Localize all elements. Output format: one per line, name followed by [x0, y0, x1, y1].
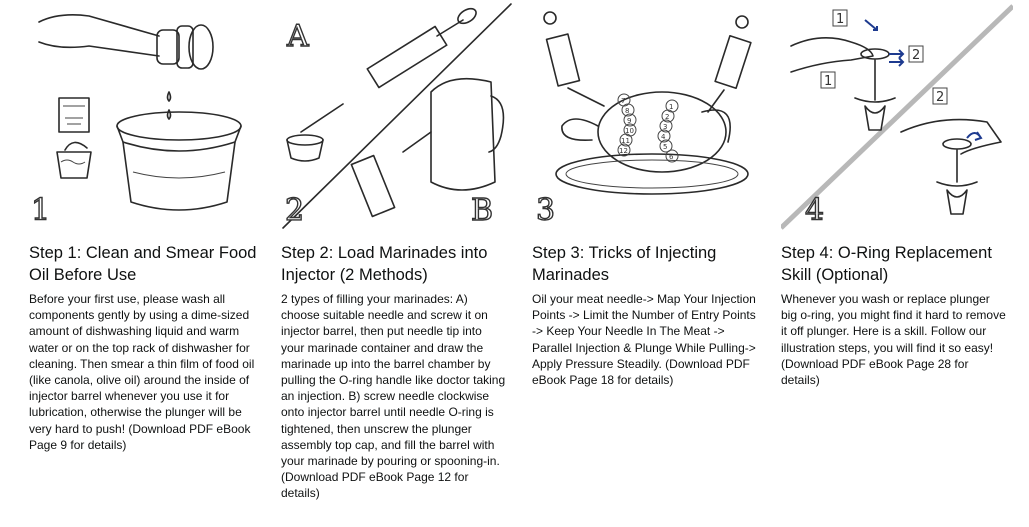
- o-ring-replacement-illustration: [781, 2, 1013, 230]
- injection-point: 1: [669, 103, 674, 111]
- step-3-number: 3: [536, 193, 556, 228]
- step-4-title: Step 4: O-Ring Replacement Skill (Optional): [781, 244, 992, 284]
- injection-point: 4: [661, 133, 666, 141]
- step-3-description: Oil your meat needle-> Map Your Injection Points -> Limit the Number of Entry Points -> Keep Your Needle In The Meat -> Parallel Injection & Plunge While Pulling-> Apply Pressure Steadily. (Download PDF eBook Page 18 for details): [532, 292, 756, 388]
- injection-point: 8: [625, 107, 630, 115]
- step-4-number: 4: [805, 193, 825, 228]
- step-3-illustration: [532, 2, 764, 230]
- step-1-title: Step 1: Clean and Smear Food Oil Before Use: [29, 244, 257, 284]
- o-ring-step-label: 2: [936, 90, 945, 105]
- step-4-description: Whenever you wash or replace plunger big o-ring, you might find it hard to remove it off plunger. Here is a skill. Follow our illustration steps, you will find it so easy! (Download PDF eBook Page 28 for details): [781, 292, 1006, 388]
- injection-points: [618, 94, 678, 162]
- step-1-illustration: [29, 2, 261, 230]
- step-4-illustration: [781, 2, 1013, 230]
- step-2-illustration: [281, 2, 513, 230]
- injection-point: 7: [621, 97, 626, 105]
- o-ring-step-label: 1: [824, 74, 833, 89]
- o-ring-step-label: 2: [912, 48, 921, 63]
- cleaning-illustration: [29, 2, 261, 230]
- injection-point: 9: [627, 117, 632, 125]
- injection-point: 10: [625, 127, 634, 135]
- method-a-label: A: [287, 19, 309, 54]
- injection-point: 3: [663, 123, 668, 131]
- injection-point: 5: [663, 143, 668, 151]
- load-marinade-illustration: [281, 2, 513, 230]
- injection-point: 12: [619, 147, 628, 155]
- step-2-title: Step 2: Load Marinades into Injector (2 Methods): [281, 244, 488, 284]
- step-2-description: 2 types of filling your marinades: A) choose suitable needle and screw it on injector barrel, then put needle tip into your marinade container and draw the marinade up into the barrel chamber by pulling the O-ring handle like doctor taking an injection. B) screw needle clockwise onto injector barrel until needle O-ring is tightened, then unscrew the plunger assembly top cap, and fill the barrel with your marinade by pouring or spooning-in. (Download PDF eBook Page 12 for details): [281, 292, 506, 501]
- o-ring-step-label: 1: [836, 12, 845, 27]
- step-2-number: 2: [285, 193, 305, 228]
- step-1-number: 1: [31, 193, 51, 228]
- method-b-label: B: [471, 193, 494, 228]
- turkey-injection-illustration: [532, 2, 764, 230]
- step-3-title: Step 3: Tricks of Injecting Marinades: [532, 244, 717, 284]
- injection-point: 6: [669, 153, 674, 161]
- injection-point: 11: [621, 137, 630, 145]
- injection-point: 2: [665, 113, 670, 121]
- step-1-description: Before your first use, please wash all components gently by using a dime-sized amount of dishwashing liquid and warm water or on the top rack of dishwasher for cleaning. Then smear a thin film of food oil (like canola, olive oil) around the inside of injector barrel whenever you use it for lubrication, otherwise the plunger will be very hard to push! (Download PDF eBook Page 9 for details): [29, 292, 255, 452]
